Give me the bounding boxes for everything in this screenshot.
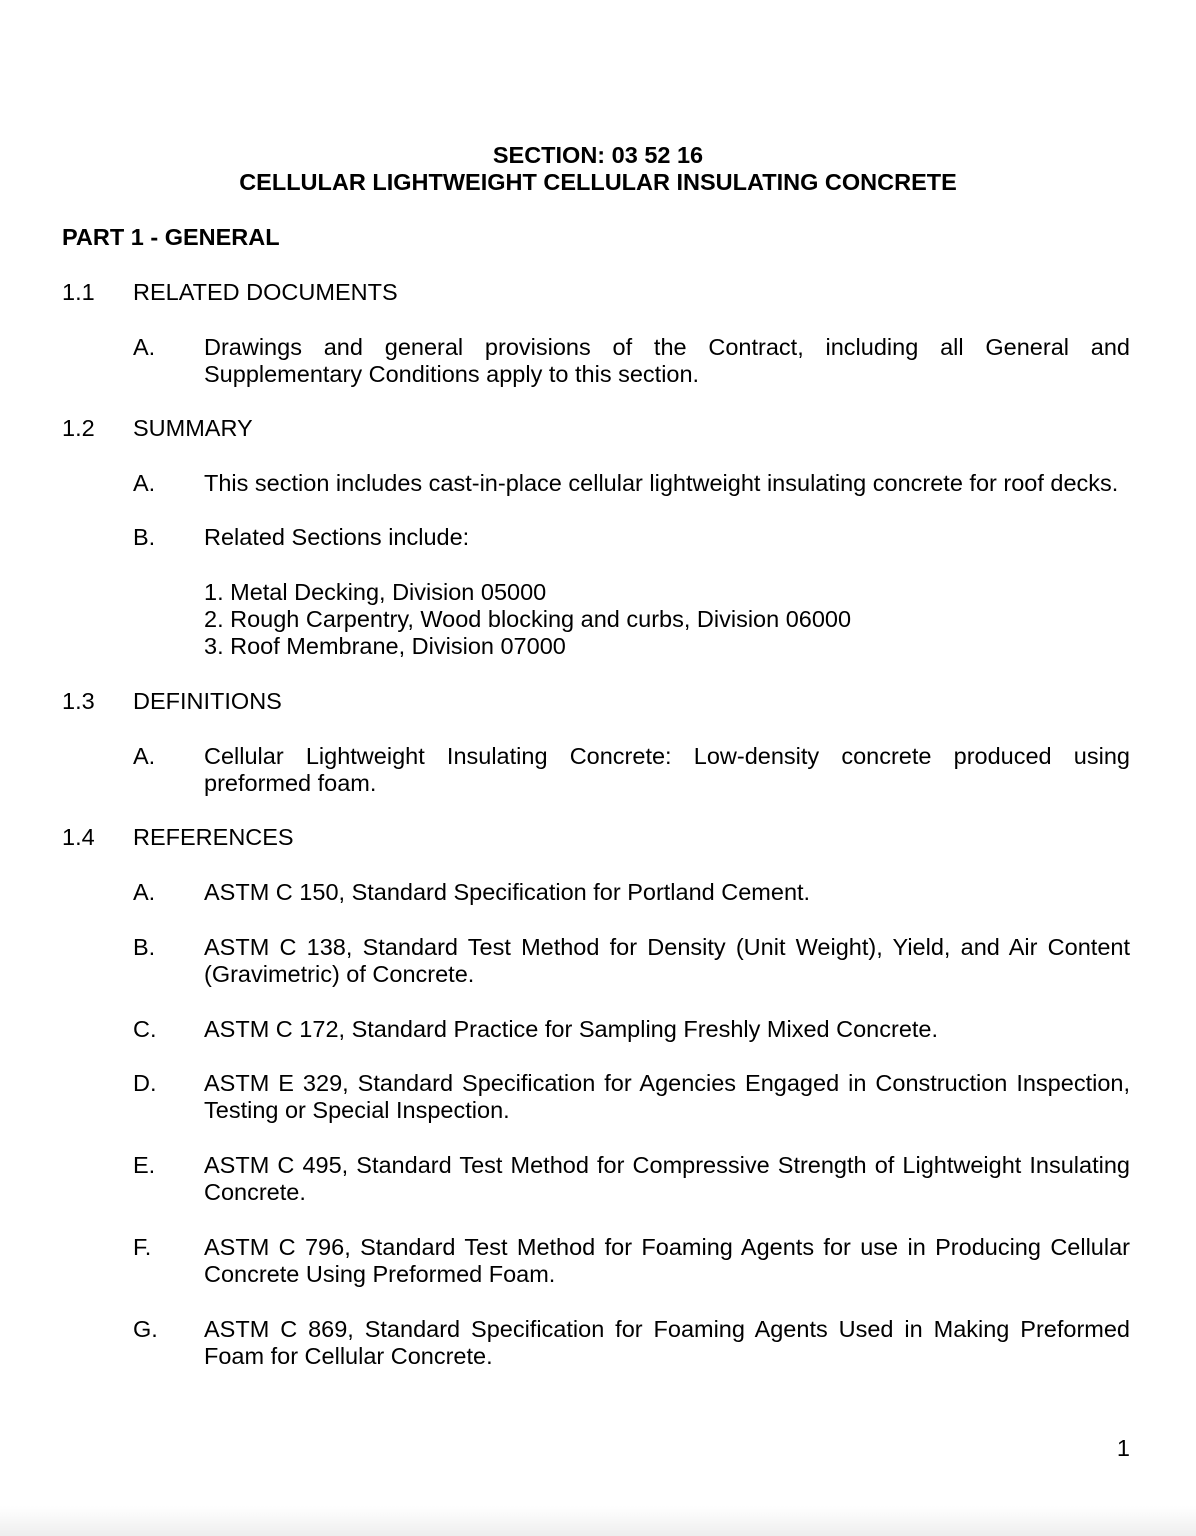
page-number: 1: [1116, 1435, 1130, 1461]
section-number: 1.4: [62, 824, 95, 850]
section-number: 1.2: [62, 415, 95, 441]
section-number-heading: SECTION: 03 52 16: [492, 142, 704, 168]
related-sections-list: [204, 579, 851, 660]
list-item: 1. Metal Decking, Division 05000: [204, 579, 547, 605]
item-text: Drawings and general provisions of the Contract, including all General and Supplementary Conditions apply to this section.: [204, 334, 1130, 387]
page-bottom-shadow: [0, 1506, 1196, 1536]
item-letter: E.: [133, 1152, 156, 1178]
item-text: ASTM E 329, Standard Specification for Agencies Engaged in Construction Inspection, Testing or Special Inspection.: [204, 1070, 1130, 1123]
item-text: Related Sections include:: [204, 524, 470, 550]
item-letter: A.: [133, 879, 156, 905]
section-heading-title: RELATED DOCUMENTS: [133, 279, 398, 305]
item-text: This section includes cast-in-place cellular lightweight insulating concrete for roof decks.: [204, 470, 1119, 496]
section-number: 1.1: [62, 279, 95, 305]
item-letter: F.: [133, 1234, 152, 1260]
item-letter: B.: [133, 524, 156, 550]
section-number: 1.3: [62, 688, 95, 714]
item-text: ASTM C 172, Standard Practice for Sampling Freshly Mixed Concrete.: [204, 1016, 939, 1042]
list-item: 2. Rough Carpentry, Wood blocking and curbs, Division 06000: [204, 606, 852, 632]
item-letter: A.: [133, 743, 156, 769]
item-text: ASTM C 869, Standard Specification for Foaming Agents Used in Making Preformed Foam for Cellular Concrete.: [204, 1316, 1130, 1369]
item-letter: G.: [133, 1316, 158, 1342]
section-title: CELLULAR LIGHTWEIGHT CELLULAR INSULATING CONCRETE: [239, 169, 957, 195]
item-text: ASTM C 138, Standard Test Method for Density (Unit Weight), Yield, and Air Content (Gravimetric) of Concrete.: [204, 934, 1130, 987]
item-letter: A.: [133, 334, 156, 360]
item-text: ASTM C 150, Standard Specification for Portland Cement.: [204, 879, 811, 905]
item-letter: C.: [133, 1016, 157, 1042]
item-letter: A.: [133, 470, 156, 496]
item-letter: D.: [133, 1070, 157, 1096]
section-heading-title: DEFINITIONS: [133, 688, 282, 714]
item-letter: B.: [133, 934, 156, 960]
section-heading-title: SUMMARY: [133, 415, 253, 441]
item-text: Cellular Lightweight Insulating Concrete: Low-density concrete produced using preformed foam.: [204, 743, 1130, 796]
section-heading-title: REFERENCES: [133, 824, 294, 850]
item-text: ASTM C 796, Standard Test Method for Foaming Agents for use in Producing Cellular Concrete Using Preformed Foam.: [204, 1234, 1130, 1287]
item-text: ASTM C 495, Standard Test Method for Compressive Strength of Lightweight Insulating Concrete.: [204, 1152, 1130, 1205]
list-item: 3. Roof Membrane, Division 07000: [204, 633, 566, 659]
part-heading: PART 1 - GENERAL: [62, 224, 280, 250]
